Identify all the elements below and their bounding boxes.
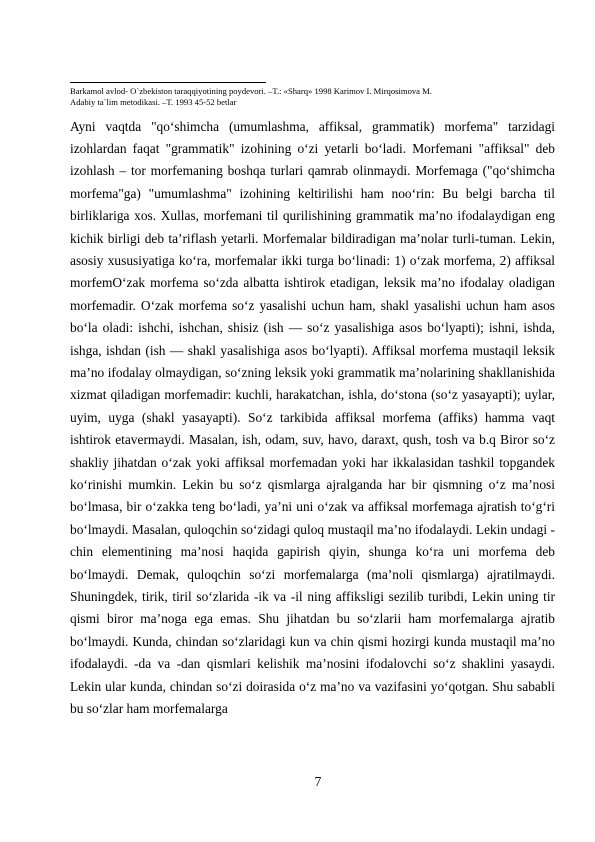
footnote-separator <box>70 82 266 83</box>
page-number: 7 <box>314 774 322 789</box>
footnote-line: Barkamol avlod- O`zbekiston taraqqiyotining poydevori. –T.: «Sharq» 1998 Karimov I. Mirqosimova M. <box>70 86 432 96</box>
footnotes <box>70 86 550 108</box>
footnote-line: Adabiy ta`lim metodikasi. –T. 1993 45-52 betlar <box>70 97 237 107</box>
body-paragraph: Ayni vaqtda "qo‘shimcha (umumlashma, affiksal, grammatik) morfema" tarzidagi izohlardan faqat "grammatik" izohining o‘zi yetarli bo‘ladi. Morfemani "affiksal" deb izohlash – tor morfemaning boshqa turlari qamrab olinmaydi. Morfemaga ("qo‘shimcha morfema"ga) "umumlashma" izohining keltirilishi ham noo‘rin: Bu belgi barcha til birliklariga xos. Xullas, morfemani til qurilishining grammatik ma’no ifodalaydigan eng kichik birligi deb ta’riflash yetarli. Morfemalar bildiradigan ma’nolar turli-tuman. Lekin, asosiy xususiyatiga ko‘ra, morfemalar ikki turga bo‘linadi: 1) o‘zak morfema, 2) affiksal morfemO‘zak morfema so‘zda albatta ishtirok etadigan, leksik ma’no ifodalay oladigan morfemadir. O‘zak morfema so‘z yasalishi uchun ham, shakl yasalishi uchun ham asos bo‘la oladi: ishchi, ishchan, shisiz (ish — so‘z yasalishiga asos bo‘lyapti); ishni, ishda, ishga, ishdan (ish — shakl yasalishiga asos bo‘lyapti). Affiksal morfema mustaqil leksik ma’no ifodalay olmaydigan, so‘zning leksik yoki grammatik ma’nolarining shakllanishida xizmat qiladigan morfemadir: kuchli, harakatchan, ishla, do‘stona (so‘z yasayapti); uylar, uyim, uyga (shakl yasayapti). So‘z tarkibida affiksal morfema (affiks) hamma vaqt ishtirok etavermaydi. Masalan, ish, odam, suv, havo, daraxt, qush, tosh va b.q Biror so‘z shakliy jihatdan o‘zak yoki affiksal morfemadan yoki har ikkalasidan tashkil topgandek ko‘rinishi mumkin. Lekin bu so‘z qismlarga ajralganda har bir qismning o‘z ma’nosi bo‘lmasa, bir o‘zakka teng bo‘ladi, ya’ni uni o‘zak va affiksal morfemaga ajratish to‘g‘ri bo‘lmaydi. Masalan, quloqchin so‘zidagi quloq mustaqil ma’no ifodalaydi. Lekin undagi -chin elementining ma’nosi haqida gapirish qiyin, shunga ko‘ra uni morfema deb bo‘lmaydi. Demak, quloqchin so‘zi morfemalarga (ma’noli qismlarga) ajratilmaydi. Shuningdek, tirik, tiril so‘zlarida -ik va -il ning affiksligi sezilib turibdi, Lekin uning tir qismi biror ma’noga ega emas. Shu jihatdan bu so‘zlarii ham morfemalarga ajratib bo‘lmaydi. Kunda, chindan so‘zlaridagi kun va chin qismi hozirgi kunda mustaqil ma’no ifodalaydi. -da va -dan qismlari kelishik ma’nosini ifodalovchi so‘z shaklini yasaydi. Lekin ular kunda, chindan so‘zi doirasida o‘z ma’no va vazifasini yo‘qotgan. Shu sababli bu so‘zlar ham morfemalarga <box>70 118 555 717</box>
